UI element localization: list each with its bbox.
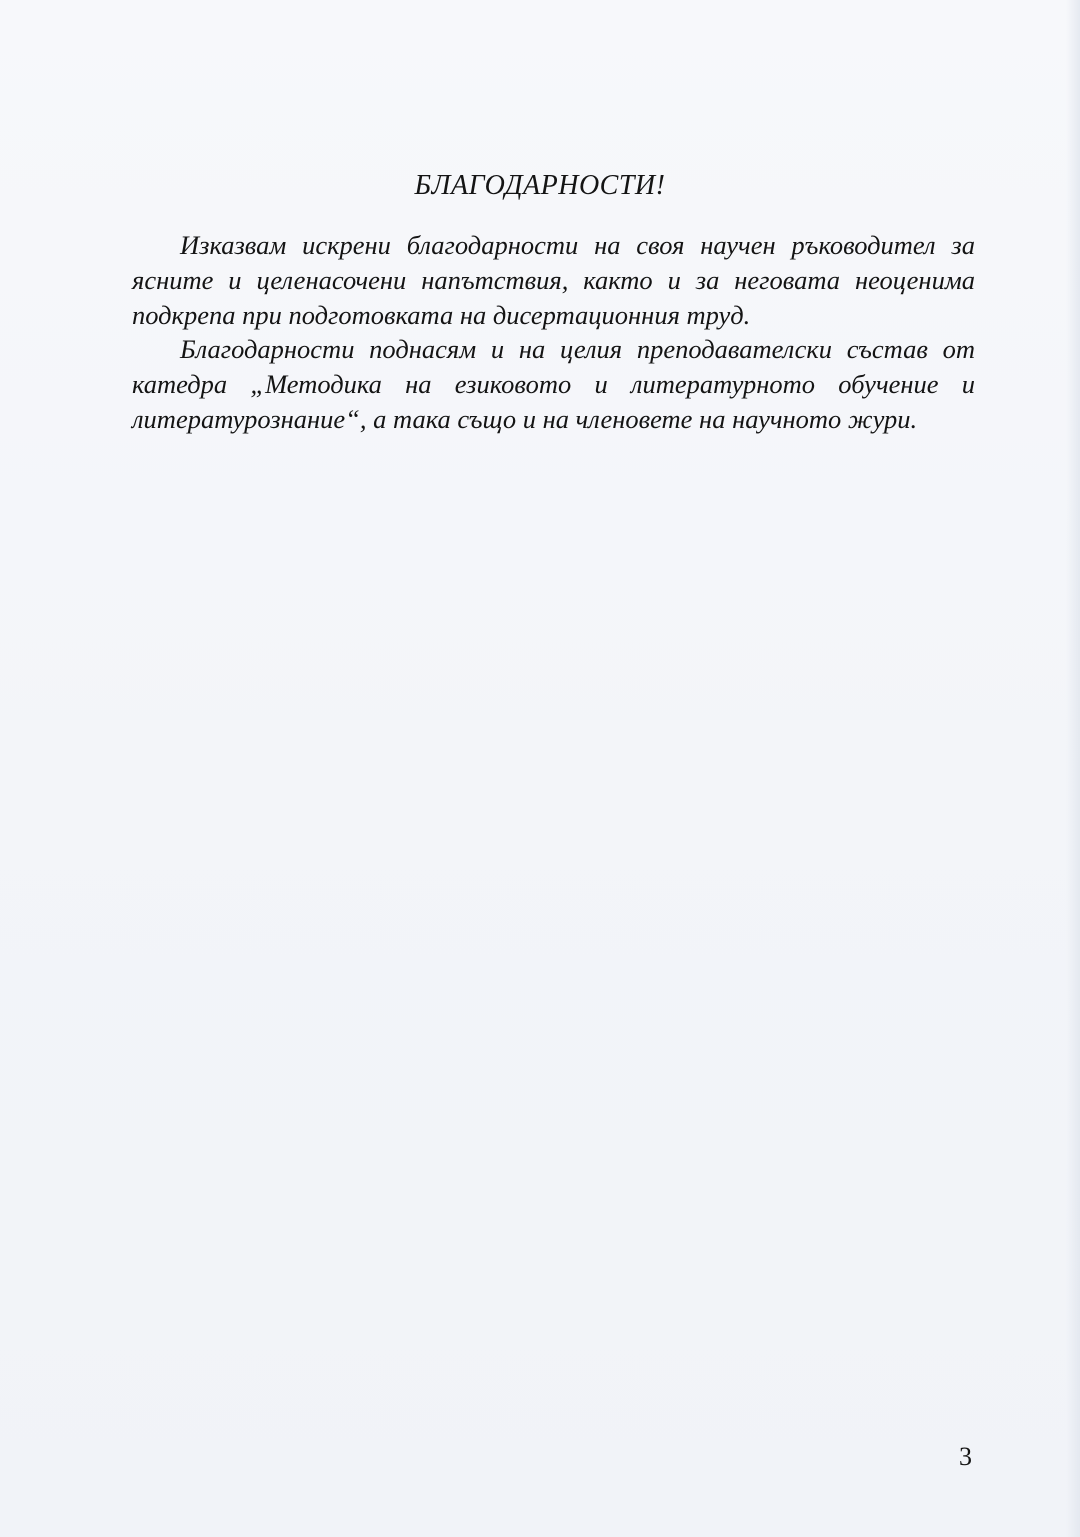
acknowledgement-paragraph-department: Благодарности поднасям и на целия преподавателски състав от катедра „Методика на езиковото и литературното обучение и литературознание“, а така също и на членовете на научното жури.	[132, 334, 975, 434]
acknowledgements-heading: БЛАГОДАРНОСТИ!	[414, 170, 666, 201]
page-number: 3	[959, 1442, 972, 1471]
acknowledgement-paragraph-supervisor: Изказвам искрени благодарности на своя научен ръководител за ясните и целенасочени напътствия, както и за неговата неоценима подкрепа при подготовката на дисертационния труд.	[132, 230, 975, 330]
acknowledgements-body	[132, 228, 975, 437]
scan-edge-shading	[1066, 0, 1080, 1537]
